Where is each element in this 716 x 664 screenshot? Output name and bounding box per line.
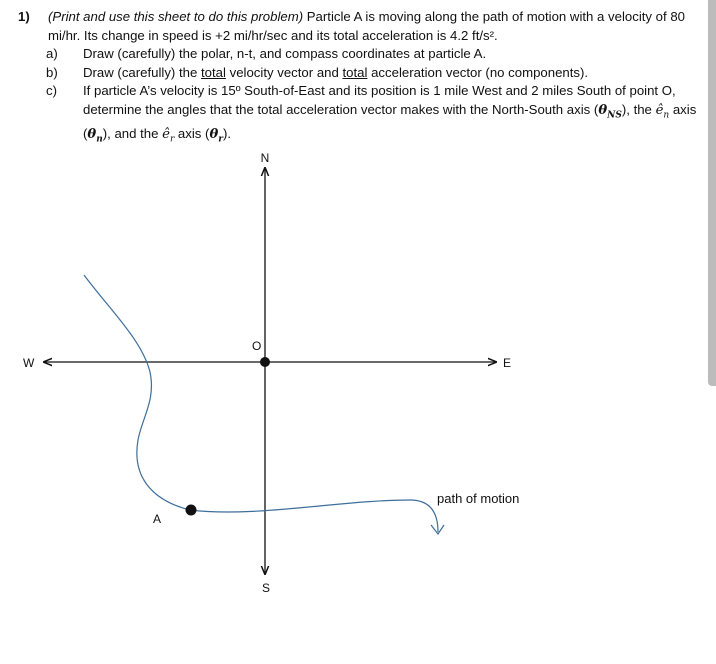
origin-label: O — [252, 339, 262, 353]
part-text: axis ( — [83, 101, 697, 141]
east-label: E — [503, 356, 512, 370]
intro-instruction: (Print and use this sheet to do this problem) — [48, 9, 304, 24]
underlined-word: total — [201, 64, 226, 80]
theta-subscript: r — [218, 134, 223, 145]
part-text: acceleration vector (no components). — [367, 64, 589, 80]
scrollbar[interactable] — [708, 0, 716, 386]
part-label: b) — [46, 64, 58, 80]
theta-symbol: θ — [209, 126, 219, 142]
part-text: velocity vector and — [225, 64, 343, 80]
origin-point — [260, 357, 270, 367]
part-text: If particle A’s velocity is 15º South-of-East and its position is 1 mile West and 2 miles South of point O, determine the angles that the total acceleration vector makes with the North-South axis ( — [83, 83, 676, 117]
theta-symbol: θ — [87, 126, 97, 142]
particle-a-point — [186, 505, 197, 516]
theta-subscript: n — [96, 134, 103, 145]
part-text: axis ( — [174, 125, 210, 141]
path-of-motion-label: path of motion — [437, 491, 520, 506]
unit-vector-r: ê — [162, 126, 170, 142]
theta-subscript: NS — [607, 110, 622, 121]
unit-vector-subscript: r — [169, 134, 175, 145]
part-text: ), and the — [102, 125, 163, 141]
west-label: W — [23, 356, 35, 370]
part-text: ), the — [621, 101, 656, 117]
problem-number: 1) — [18, 9, 30, 24]
path-of-motion-curve — [84, 275, 438, 532]
underlined-word: total — [342, 64, 368, 80]
theta-symbol: θ — [598, 102, 608, 118]
unit-vector-n: ê — [655, 102, 664, 118]
part-label: a) — [46, 46, 58, 61]
south-label: S — [261, 581, 271, 595]
unit-vector-subscript: n — [663, 110, 670, 121]
part-text: Draw (carefully) the — [83, 64, 201, 80]
particle-a-label: A — [153, 512, 162, 526]
intro-text: Particle A is moving along the path of motion with a velocity of 80 mi/hr. Its change in speed is +2 mi/hr/sec and its total acceleration is 4.2 ft/s². — [48, 9, 686, 43]
north-label: N — [260, 151, 270, 165]
part-text: Draw (carefully) the polar, n-t, and compass coordinates at particle A. — [83, 46, 487, 61]
part-text: ). — [222, 125, 232, 141]
part-label: c) — [46, 83, 57, 98]
